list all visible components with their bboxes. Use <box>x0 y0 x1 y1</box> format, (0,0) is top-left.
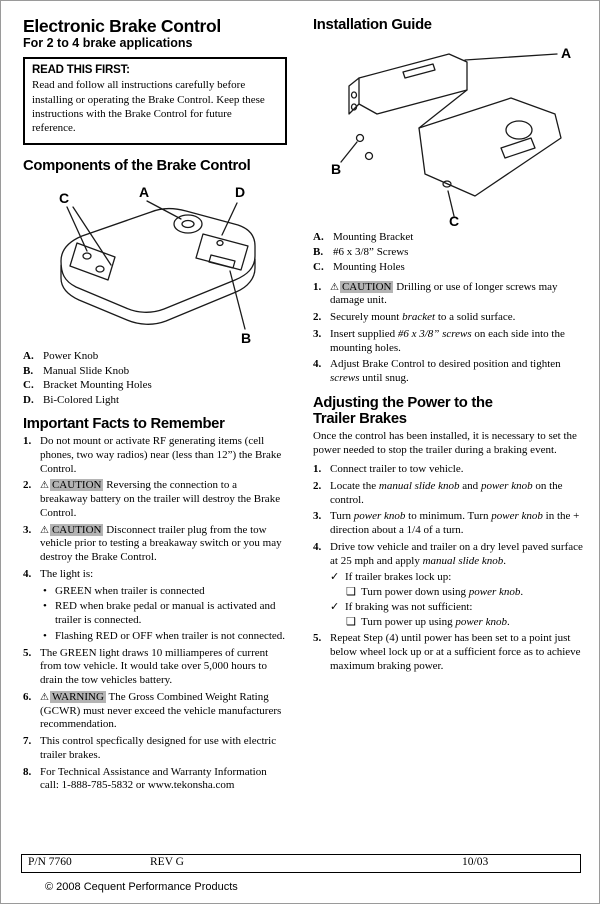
item-number: 5. <box>23 646 32 659</box>
installation-heading: Installation Guide <box>313 17 432 33</box>
list-item <box>313 231 583 245</box>
mounting-bracket <box>349 54 467 114</box>
page-subtitle: For 2 to 4 brake applications <box>23 36 193 51</box>
item-number: 2. <box>313 479 322 492</box>
light-state-item <box>43 630 287 644</box>
revision: REV G <box>150 856 184 868</box>
item-text: Power Knob <box>43 349 99 362</box>
item-text: ⚠ CAUTION Drilling or use of longer screws may damage unit. <box>330 280 558 307</box>
item-number: 3. <box>313 327 322 340</box>
caution-badge: CAUTION <box>51 523 102 536</box>
item-number: 3. <box>313 510 322 523</box>
bullet-icon: • <box>43 584 47 597</box>
item-text: Flashing RED or OFF when trailer is not connected. <box>55 629 286 642</box>
item-number: 4. <box>313 358 322 371</box>
item-text: This control specfically designed for use with electric trailer brakes. <box>40 735 277 761</box>
adjusting-heading: Adjusting the Power to the Trailer Brakes <box>313 394 493 428</box>
item-text: Mounting Bracket <box>333 231 414 244</box>
parts-list <box>313 231 583 274</box>
item-text: Turn power knob to minimum. Turn power knob in the + direction about a 1/4 of a turn. <box>330 510 580 537</box>
step-item <box>313 541 583 569</box>
item-text: Turn power up using power knob. <box>361 615 510 628</box>
condition-item <box>330 601 583 615</box>
step-item <box>313 328 583 356</box>
item-key: B. <box>23 364 34 377</box>
installation-diagram <box>313 36 583 228</box>
step-item <box>313 480 583 508</box>
fact-item <box>23 691 287 732</box>
part-number: P/N 7760 <box>28 856 72 868</box>
item-key: A. <box>23 349 34 362</box>
read-first-heading: READ THIS FIRST: <box>32 64 130 77</box>
step-item <box>313 358 583 386</box>
diagram-label-a: A <box>139 183 150 200</box>
diagram-label-b: B <box>241 329 252 346</box>
bi-colored-light <box>217 240 223 245</box>
bullet-icon: • <box>43 600 47 613</box>
fact-item <box>23 568 287 582</box>
step-item <box>313 510 583 538</box>
manual-slide-knob <box>209 255 235 268</box>
adjusting-steps <box>313 463 583 674</box>
diagram-label-c: C <box>59 189 70 206</box>
diagram-label-b: B <box>331 161 342 178</box>
light-state-item <box>43 600 287 628</box>
step-item <box>313 281 583 309</box>
item-text: If braking was not sufficient: <box>345 600 473 613</box>
step-item <box>313 632 583 673</box>
item-text: Bracket Mounting Holes <box>43 379 152 392</box>
diagram-label-a: A <box>561 45 572 62</box>
item-key: B. <box>313 246 324 259</box>
item-number: 5. <box>313 632 322 645</box>
warning-icon: ⚠ <box>330 281 339 293</box>
list-item <box>23 394 287 408</box>
item-text: The light is: <box>40 567 94 580</box>
fact-item <box>23 735 287 763</box>
warning-badge: WARNING <box>51 690 104 703</box>
item-text: Repeat Step (4) until power has been set to a point just below wheel lock up or at a sufficient force as to achieve maximum braking power. <box>330 632 581 672</box>
page-title: Electronic Brake Control <box>23 16 221 36</box>
checkbox-icon: ❑ <box>346 586 356 599</box>
item-number: 6. <box>23 690 32 703</box>
list-item <box>23 365 287 379</box>
item-text: Drive tow vehicle and trailer on a dry level paved surface at 25 mph and apply manual slide knob. <box>330 540 583 567</box>
diagram-label-c: C <box>449 213 460 229</box>
item-text: Securely mount bracket to a solid surface. <box>330 311 516 324</box>
item-text: If trailer brakes lock up: <box>345 571 452 584</box>
action-item <box>346 586 583 600</box>
item-key: D. <box>23 394 34 407</box>
item-text: Locate the manual slide knob and power knob on the control. <box>330 479 563 506</box>
step-item <box>313 463 583 477</box>
adjusting-intro: Once the control has been installed, it is necessary to set the power needed to stop the trailer during a braking event. <box>313 430 577 457</box>
component-list <box>23 350 287 408</box>
item-key: A. <box>313 231 324 244</box>
item-text: ⚠ CAUTION Disconnect trailer plug from the tow vehicle prior to testing a breakaway switch or you may destroy the Brake Control. <box>40 523 282 564</box>
item-text: Do not mount or activate RF generating items (cell phones, two way radios) near (less than 12”) the Brake Control. <box>40 435 282 475</box>
item-text: Bi-Colored Light <box>43 394 120 407</box>
fact-item <box>23 766 287 794</box>
item-number: 1. <box>313 463 322 476</box>
item-text: GREEN when trailer is connected <box>55 584 205 597</box>
list-item <box>313 246 583 260</box>
check-icon: ✓ <box>330 571 340 584</box>
fact-item <box>23 524 287 565</box>
item-text: Adjust Brake Control to desired position and tighten screws until snug. <box>330 358 561 385</box>
facts-heading: Important Facts to Remember <box>23 415 225 432</box>
facts-list <box>23 435 287 793</box>
item-number: 2. <box>23 479 32 492</box>
item-number: 2. <box>313 311 322 324</box>
installation-steps <box>313 281 583 386</box>
light-state-item <box>43 585 287 599</box>
list-item <box>313 261 583 275</box>
item-text: Manual Slide Knob <box>43 364 130 377</box>
fact-item <box>23 479 287 520</box>
fact-item <box>23 647 287 688</box>
components-heading: Components of the Brake Control <box>23 157 251 174</box>
item-text: Turn power down using power knob. <box>361 586 524 599</box>
diagram-label-d: D <box>235 183 246 200</box>
list-item <box>23 350 287 364</box>
condition-item <box>330 571 583 585</box>
item-text: The GREEN light draws 10 milliamperes of current from tow vehicle. It would take over 5,000 hours to drain the tow vehicles battery. <box>40 646 269 687</box>
leader-lines <box>341 54 557 216</box>
item-number: 3. <box>23 523 32 536</box>
list-item <box>23 379 287 393</box>
power-knob <box>174 215 202 233</box>
item-text: RED when brake pedal or manual is activated and trailer is connected. <box>55 600 276 627</box>
item-number: 1. <box>23 435 32 448</box>
bullet-icon: • <box>43 629 47 642</box>
brake-control-unit <box>419 90 561 196</box>
item-text: Connect trailer to tow vehicle. <box>330 463 464 476</box>
item-key: C. <box>313 260 324 273</box>
warning-icon: ⚠ <box>40 691 49 703</box>
left-column <box>23 17 287 797</box>
checkbox-icon: ❑ <box>346 615 356 628</box>
item-number: 8. <box>23 765 32 778</box>
item-number: 4. <box>23 567 32 580</box>
part-number-bar <box>21 854 581 873</box>
item-text: Insert supplied #6 x 3/8” screws on each side into the mounting holes. <box>330 327 565 354</box>
item-text: Mounting Holes <box>333 260 405 273</box>
item-text: ⚠ CAUTION Reversing the connection to a breakaway battery on the trailer will destroy the Brake Control. <box>40 479 281 519</box>
copyright-notice: © 2008 Cequent Performance Products <box>45 881 238 893</box>
warning-icon: ⚠ <box>40 524 49 536</box>
check-icon: ✓ <box>330 600 340 613</box>
components-diagram <box>23 177 287 347</box>
item-number: 1. <box>313 280 322 293</box>
mounting-screws <box>357 135 373 160</box>
item-text: For Technical Assistance and Warranty Information call: 1-888-785-5832 or www.tekonsha.com <box>40 765 267 792</box>
caution-badge: CAUTION <box>341 280 392 293</box>
read-first-body: Read and follow all instructions carefully before installing or operating the Brake Control. Keep these instructions with the Brake Control for future reference. <box>32 79 265 135</box>
caution-badge: CAUTION <box>51 479 102 492</box>
revision-date: 10/03 <box>462 856 489 868</box>
action-item <box>346 616 583 630</box>
right-column <box>313 17 583 678</box>
step-item <box>313 311 583 325</box>
read-this-first-box <box>23 57 287 144</box>
warning-icon: ⚠ <box>40 480 49 492</box>
item-text: ⚠ WARNING The Gross Combined Weight Rating (GCWR) must never exceed the vehicle manufacturers recommendation. <box>40 690 282 731</box>
item-number: 4. <box>313 540 322 553</box>
item-number: 7. <box>23 735 32 748</box>
item-key: C. <box>23 379 34 392</box>
item-text: #6 x 3/8” Screws <box>333 246 409 259</box>
fact-item <box>23 435 287 476</box>
